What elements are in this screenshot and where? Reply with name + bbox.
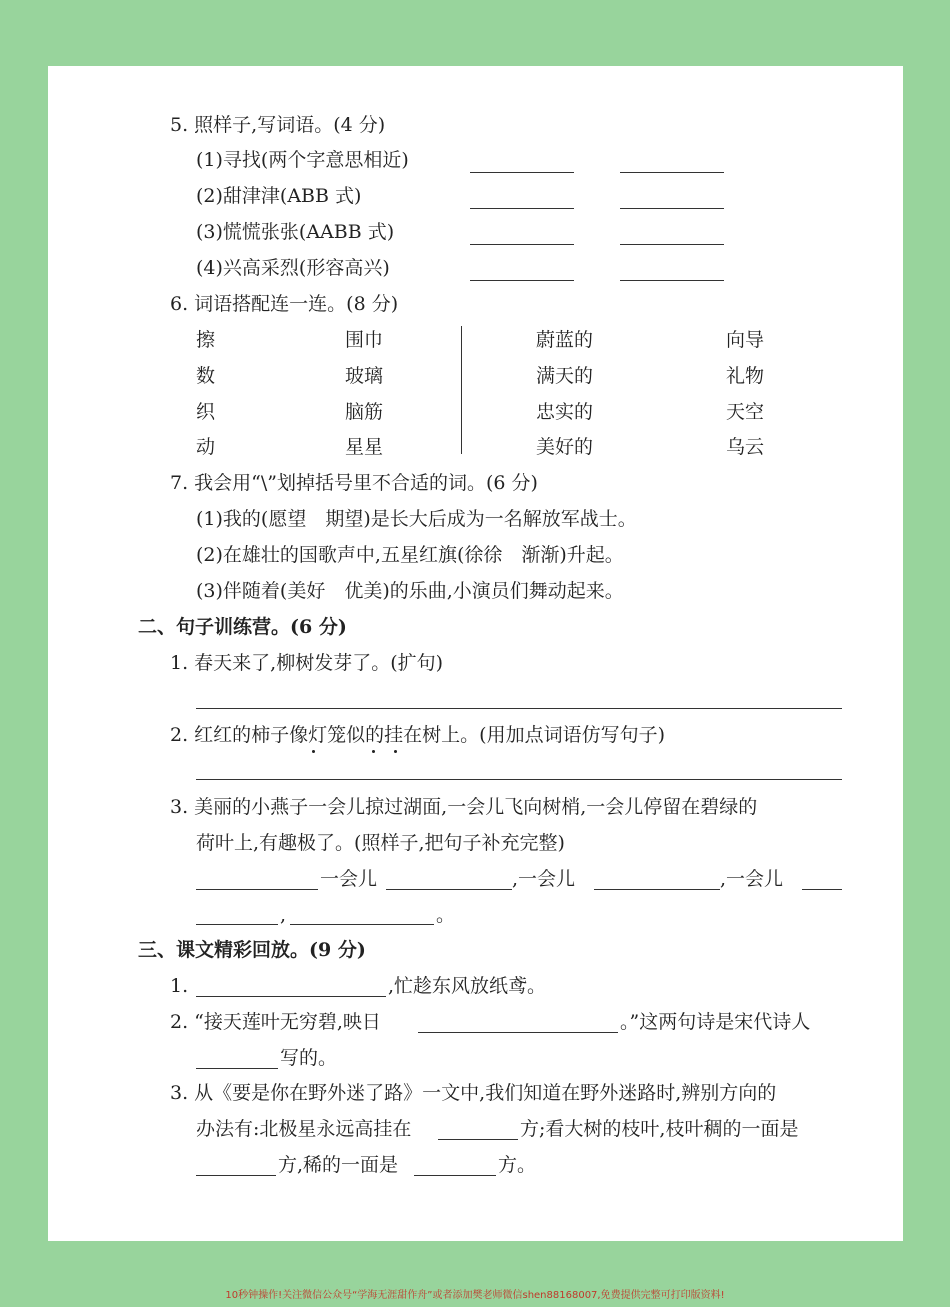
q6-right-noun[interactable]: 天空 xyxy=(726,401,765,423)
q6-right-adj[interactable]: 满天的 xyxy=(536,365,594,387)
s2-q3-blank[interactable] xyxy=(196,924,278,925)
q7-title: 7. 我会用“\”划掉括号里不合适的词。(6 分) xyxy=(170,472,538,494)
s2-q3-comma: , xyxy=(280,904,287,926)
s3-q2-start: 2. “接天莲叶无穷碧,映日 xyxy=(170,1011,381,1033)
section2-title: 二、句子训练营。(6 分) xyxy=(138,616,347,638)
q5-blank[interactable] xyxy=(620,244,724,245)
s3-q1-blank[interactable] xyxy=(196,996,386,997)
s3-q2-end: 。”这两句诗是宋代诗人 xyxy=(620,1011,811,1033)
s3-q2-poet-blank[interactable] xyxy=(196,1068,278,1069)
q6-right-adj[interactable]: 美好的 xyxy=(536,436,594,458)
s2-q3-comma-word: ,一会儿 xyxy=(720,868,784,890)
s2-q2-answer-line[interactable] xyxy=(196,779,842,780)
emphasis-dot xyxy=(394,750,397,753)
q5-blank[interactable] xyxy=(620,172,724,173)
s2-q3-blank[interactable] xyxy=(196,889,318,890)
s3-q2-line2: 写的。 xyxy=(280,1047,338,1069)
q7-item-1: (1)我的(愿望 期望)是长大后成为一名解放军战士。 xyxy=(196,508,637,530)
s2-q3-line2: 荷叶上,有趣极了。(照样子,把句子补充完整) xyxy=(196,832,565,854)
emphasis-dot xyxy=(372,750,375,753)
s2-q3-blank[interactable] xyxy=(290,924,434,925)
s3-q3-line3a: 方,稀的一面是 xyxy=(278,1154,399,1176)
s3-q3-blank[interactable] xyxy=(196,1175,276,1176)
s3-q3-blank[interactable] xyxy=(414,1175,496,1176)
q5-item-4: (4)兴高采烈(形容高兴) xyxy=(196,257,390,279)
q5-blank[interactable] xyxy=(470,244,574,245)
q7-item-3: (3)伴随着(美好 优美)的乐曲,小演员们舞动起来。 xyxy=(196,580,624,602)
q6-right-noun[interactable]: 礼物 xyxy=(726,365,765,387)
q6-right-noun[interactable]: 乌云 xyxy=(726,436,765,458)
s3-q3-line2b: 方;看大树的枝叶,枝叶稠的一面是 xyxy=(520,1118,799,1140)
s2-q3-comma-word: ,一会儿 xyxy=(512,868,576,890)
q5-blank[interactable] xyxy=(470,280,574,281)
s3-q2-blank[interactable] xyxy=(418,1032,618,1033)
section3-title: 三、课文精彩回放。(9 分) xyxy=(138,939,366,961)
q6-right-adj[interactable]: 忠实的 xyxy=(536,401,594,423)
s3-q3-line1: 3. 从《要是你在野外迷了路》一文中,我们知道在野外迷路时,辨别方向的 xyxy=(170,1082,777,1104)
s2-q3-blank[interactable] xyxy=(386,889,512,890)
column-divider xyxy=(461,326,462,454)
s2-q3-line1: 3. 美丽的小燕子一会儿掠过湖面,一会儿飞向树梢,一会儿停留在碧绿的 xyxy=(170,796,758,818)
q6-title: 6. 词语搭配连一连。(8 分) xyxy=(170,293,399,315)
q5-item-1: (1)寻找(两个字意思相近) xyxy=(196,149,409,171)
s3-q3-blank[interactable] xyxy=(438,1139,518,1140)
q6-left-verb[interactable]: 织 xyxy=(196,401,216,423)
q5-blank[interactable] xyxy=(620,208,724,209)
s2-q3-period: 。 xyxy=(436,904,456,926)
q6-right-adj[interactable]: 蔚蓝的 xyxy=(536,329,594,351)
footer-notice: 10秒钟操作!关注微信公众号“学海无涯甜作舟”或者添加樊老师微信shen88168007,免费提供完整可打印版资料! xyxy=(225,1290,725,1301)
s3-q3-line3b: 方。 xyxy=(498,1154,537,1176)
q5-blank[interactable] xyxy=(470,172,574,173)
q7-item-2: (2)在雄壮的国歌声中,五星红旗(徐徐 渐渐)升起。 xyxy=(196,544,624,566)
s2-q2: 2. 红红的柿子像灯笼似的挂在树上。(用加点词语仿写句子) xyxy=(170,724,665,746)
q6-left-verb[interactable]: 动 xyxy=(196,436,216,458)
q6-right-noun[interactable]: 向导 xyxy=(726,329,765,351)
s2-q3-fill-word: 一会儿 xyxy=(320,868,378,890)
emphasis-dot xyxy=(312,750,315,753)
q6-left-noun[interactable]: 玻璃 xyxy=(345,365,384,387)
q5-blank[interactable] xyxy=(620,280,724,281)
s2-q3-blank[interactable] xyxy=(594,889,720,890)
q6-left-verb[interactable]: 擦 xyxy=(196,329,216,351)
q6-left-verb[interactable]: 数 xyxy=(196,365,216,387)
q5-blank[interactable] xyxy=(470,208,574,209)
s2-q1: 1. 春天来了,柳树发芽了。(扩句) xyxy=(170,652,444,674)
s2-q1-answer-line[interactable] xyxy=(196,708,842,709)
q5-item-2: (2)甜津津(ABB 式) xyxy=(196,185,362,207)
q5-title: 5. 照样子,写词语。(4 分) xyxy=(170,114,386,136)
q6-left-noun[interactable]: 星星 xyxy=(345,436,384,458)
s3-q1-num: 1. xyxy=(170,975,189,997)
s2-q3-blank[interactable] xyxy=(802,889,842,890)
q5-item-3: (3)慌慌张张(AABB 式) xyxy=(196,221,395,243)
q6-left-noun[interactable]: 脑筋 xyxy=(345,401,384,423)
s3-q1-text: ,忙趁东风放纸鸢。 xyxy=(388,975,547,997)
q6-left-noun[interactable]: 围巾 xyxy=(345,329,384,351)
s3-q3-line2a: 办法有:北极星永远高挂在 xyxy=(196,1118,412,1140)
